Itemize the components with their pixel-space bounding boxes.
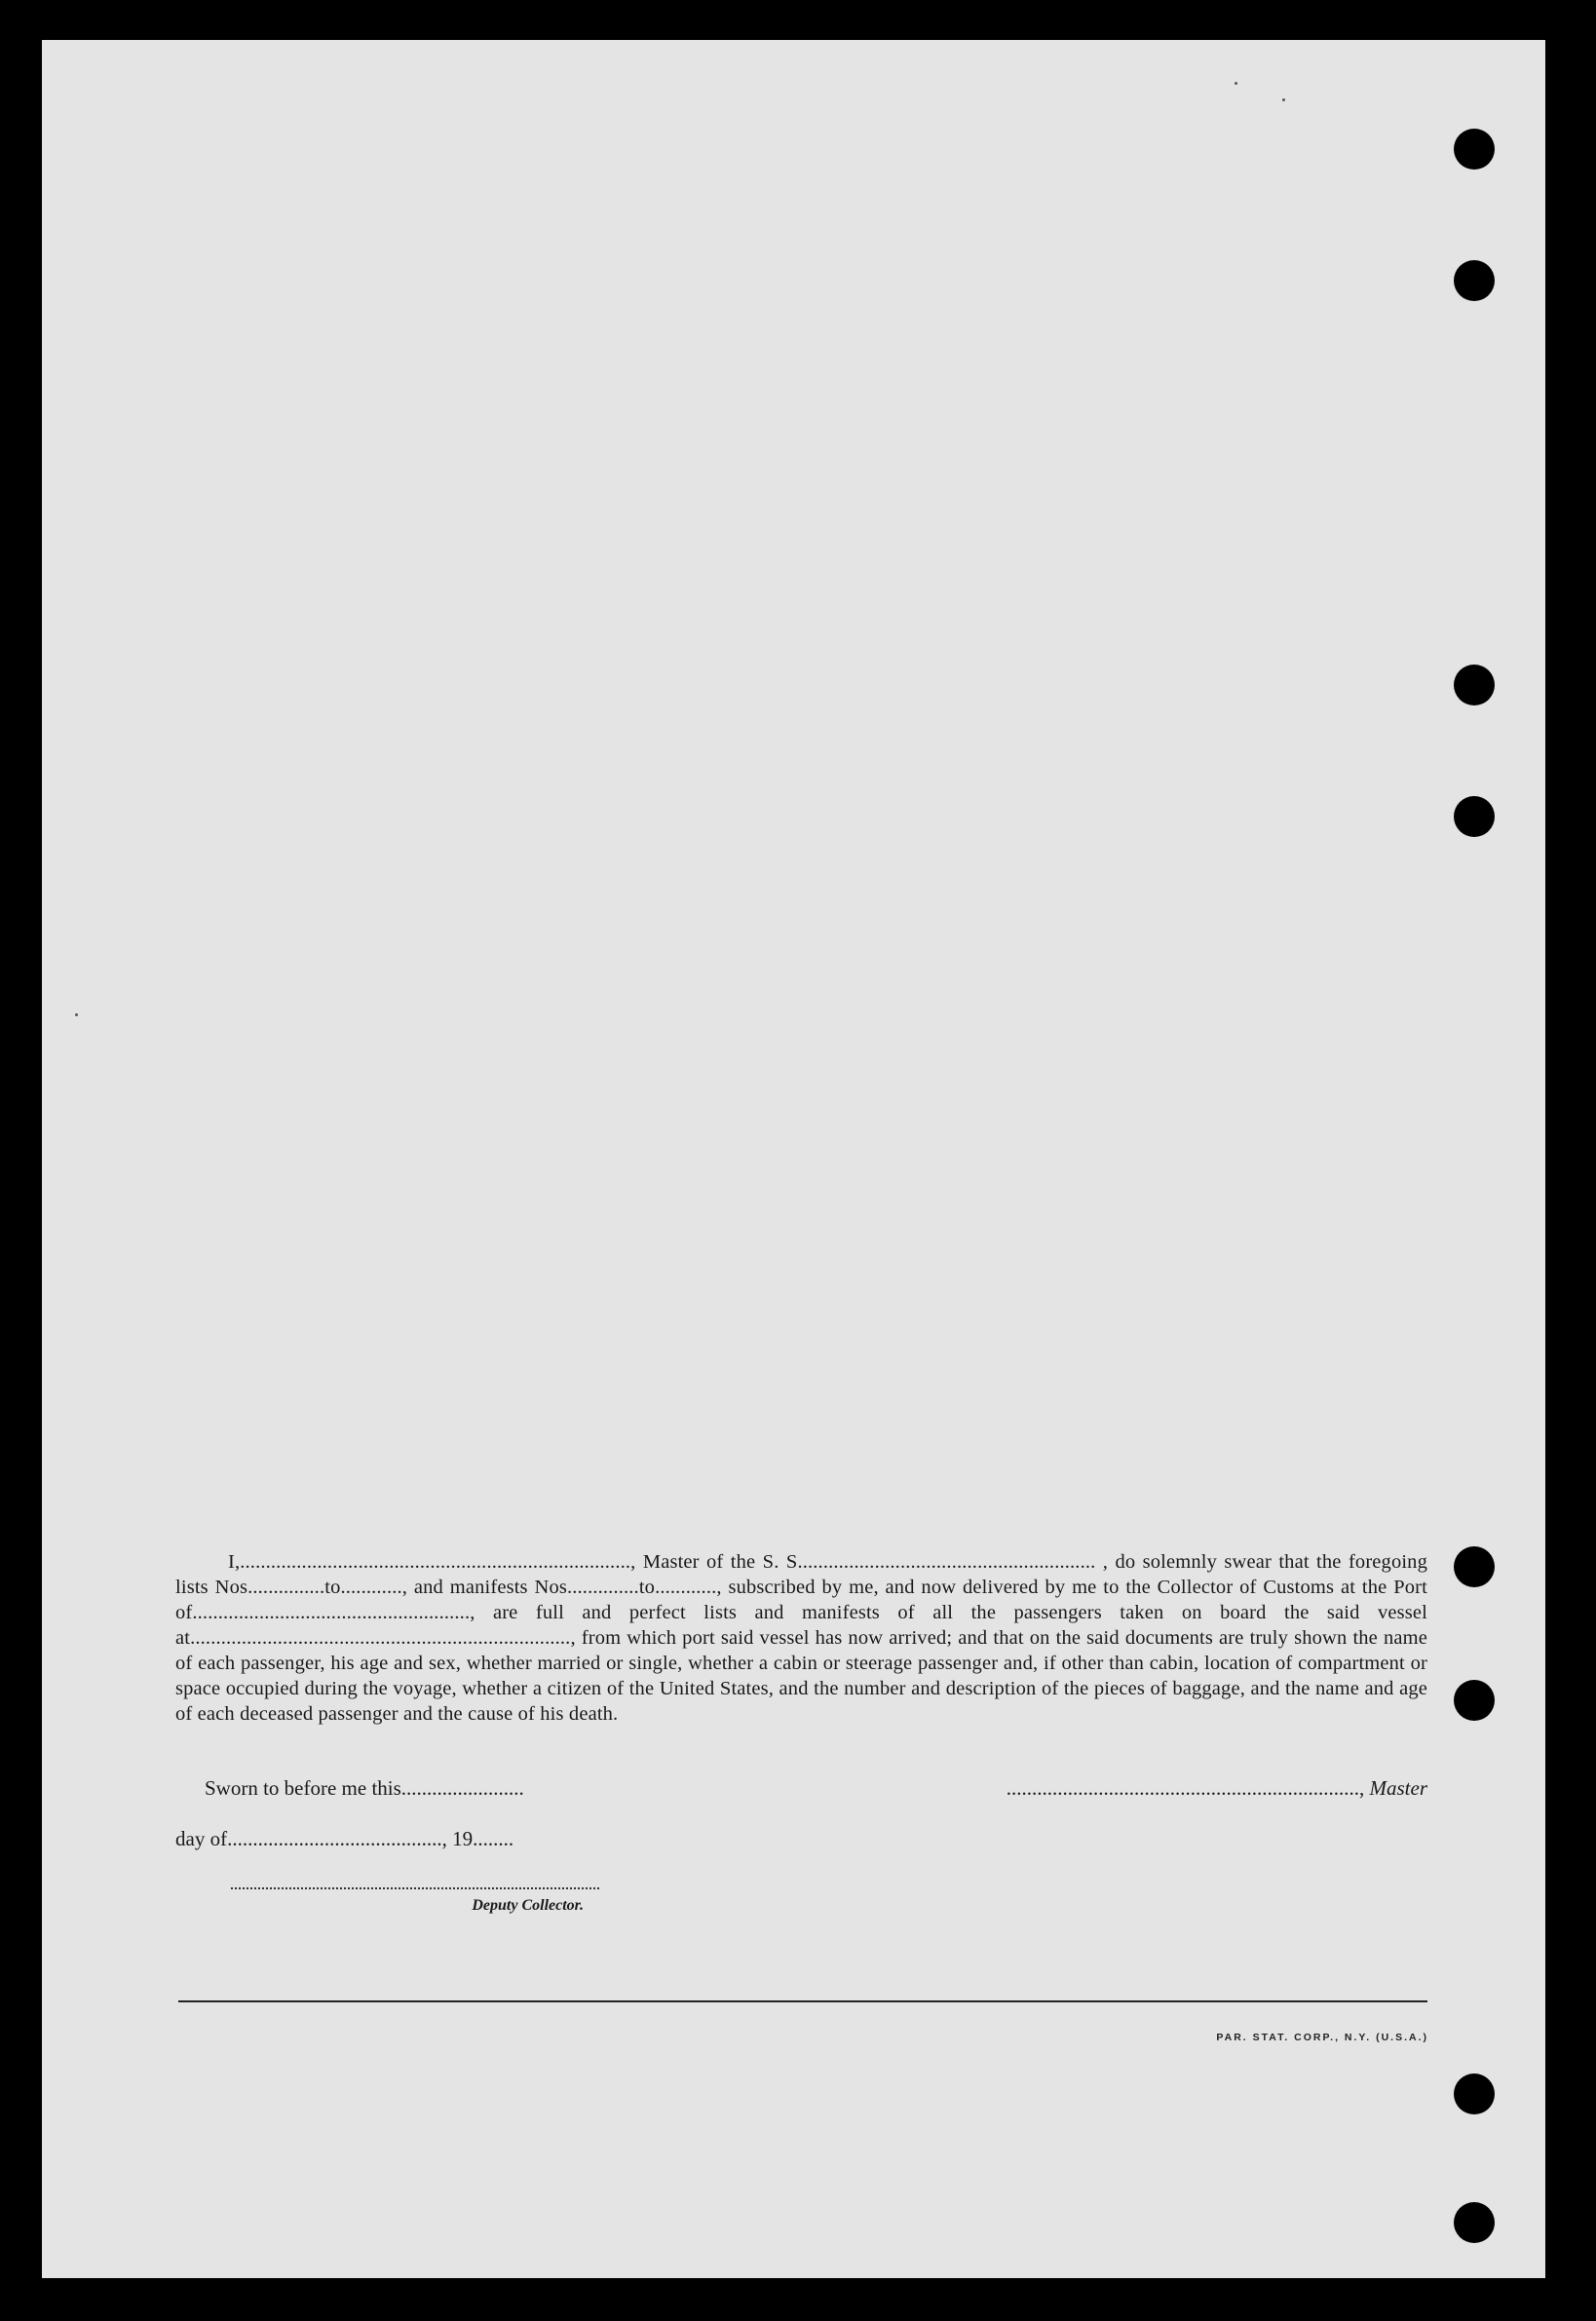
punch-hole bbox=[1454, 2202, 1495, 2243]
punch-hole bbox=[1454, 1546, 1495, 1587]
deputy-collector-label: Deputy Collector. bbox=[472, 1897, 584, 1914]
day-of-line: day of.........................................., 19........ bbox=[175, 1827, 514, 1850]
punch-hole bbox=[1454, 796, 1495, 837]
sworn-line: Sworn to before me this........................ bbox=[205, 1776, 524, 1800]
deputy-signature-line bbox=[231, 1887, 599, 1889]
master-signature-line bbox=[916, 1776, 1427, 1801]
printer-imprint: PAR. STAT. CORP., N.Y. (U.S.A.) bbox=[1216, 2032, 1428, 2043]
master-dots: ....................................................................., bbox=[1006, 1776, 1370, 1800]
punch-hole bbox=[1454, 665, 1495, 705]
speck bbox=[1282, 98, 1285, 101]
punch-hole bbox=[1454, 260, 1495, 301]
master-label: Master bbox=[1369, 1776, 1427, 1800]
form-sheet bbox=[42, 40, 1545, 2278]
oath-paragraph: I,............................................................................, Master of the S. S.......................................................... , do solemnly swear that the foregoing lists Nos...............to............, and manifests Nos..............to............, subscribed by me, and now delivered by me to the Collector of Customs at the Port of......................................................, are full and perfect lists and manifests of all the passengers taken on board the said vessel at.........................................................................., from which port said vessel has now arrived; and that on the said documents are truly shown the name of each passenger, his age and sex, whether married or single, whether a cabin or steerage passenger and, if other than cabin, location of compartment or space occupied during the voyage, whether a citizen of the United States, and the number and description of the pieces of baggage, and the name and age of each deceased passenger and the cause of his death. bbox=[175, 1551, 1427, 1725]
speck bbox=[75, 1013, 78, 1016]
punch-hole bbox=[1454, 2074, 1495, 2114]
footer-rule bbox=[178, 2000, 1427, 2002]
punch-hole bbox=[1454, 1680, 1495, 1721]
punch-hole bbox=[1454, 129, 1495, 170]
speck bbox=[1235, 82, 1237, 85]
